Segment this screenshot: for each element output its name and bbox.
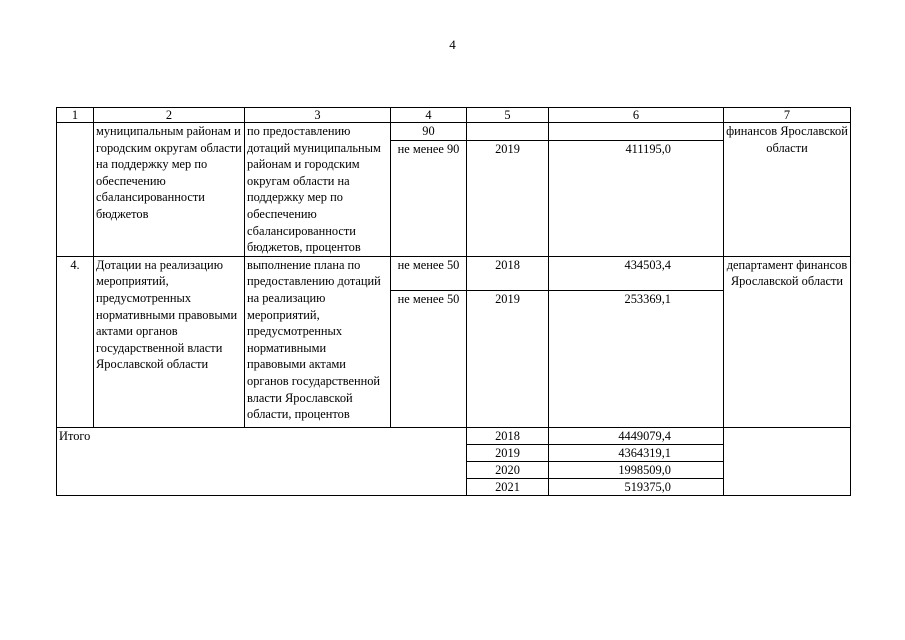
table-row xyxy=(57,123,851,141)
item-name-cell: муниципальным районам и городским округам области на поддержку мер по обеспечению сбалансированности бюджетов xyxy=(94,123,245,257)
amount-cell: 434503,4 xyxy=(549,256,724,290)
total-year-cell: 2021 xyxy=(467,478,549,495)
target-value-cell: не менее 90 xyxy=(391,140,467,256)
total-executor-cell xyxy=(724,427,851,495)
header-row xyxy=(57,108,851,123)
program-table xyxy=(56,107,851,496)
target-value-cell: не менее 50 xyxy=(391,290,467,427)
page-number: 4 xyxy=(449,37,456,52)
item-number-cell: 4. xyxy=(57,256,94,427)
total-year-cell: 2018 xyxy=(467,427,549,444)
indicator-cell: выполнение плана по предоставлению дотаций на реализацию мероприятий, предусмотренных нормативными правовыми актами органов государственной власти Ярославской области, процентов xyxy=(245,256,391,427)
target-value-cell: 90 xyxy=(391,123,467,141)
item-number-cell xyxy=(57,123,94,257)
target-value-cell: не менее 50 xyxy=(391,256,467,290)
total-label-cell: Итого xyxy=(57,427,467,495)
indicator-cell: по предоставлению дотаций муниципальным районам и городским округам области на поддержку мер по обеспечению сбалансированности бюджетов, процентов xyxy=(245,123,391,257)
executor-cell: департамент финансов Ярославской области xyxy=(724,256,851,427)
header-cell: 3 xyxy=(245,108,391,123)
year-cell xyxy=(467,123,549,141)
total-amount-cell: 4449079,4 xyxy=(549,427,724,444)
amount-cell xyxy=(549,123,724,141)
header-cell: 1 xyxy=(57,108,94,123)
executor-cell: финансов Ярославской области xyxy=(724,123,851,257)
total-amount-cell: 1998509,0 xyxy=(549,461,724,478)
item-name-cell: Дотации на реализацию мероприятий, предусмотренных нормативными правовыми актами органов государственной власти Ярославской области xyxy=(94,256,245,427)
header-cell: 5 xyxy=(467,108,549,123)
year-cell: 2018 xyxy=(467,256,549,290)
total-year-cell: 2020 xyxy=(467,461,549,478)
total-year-cell: 2019 xyxy=(467,444,549,461)
header-cell: 7 xyxy=(724,108,851,123)
year-cell: 2019 xyxy=(467,290,549,427)
total-amount-cell: 519375,0 xyxy=(549,478,724,495)
total-row xyxy=(57,427,851,444)
header-cell: 4 xyxy=(391,108,467,123)
year-cell: 2019 xyxy=(467,140,549,256)
amount-cell: 253369,1 xyxy=(549,290,724,427)
header-cell: 6 xyxy=(549,108,724,123)
total-amount-cell: 4364319,1 xyxy=(549,444,724,461)
table-row xyxy=(57,256,851,290)
header-cell: 2 xyxy=(94,108,245,123)
amount-cell: 411195,0 xyxy=(549,140,724,256)
